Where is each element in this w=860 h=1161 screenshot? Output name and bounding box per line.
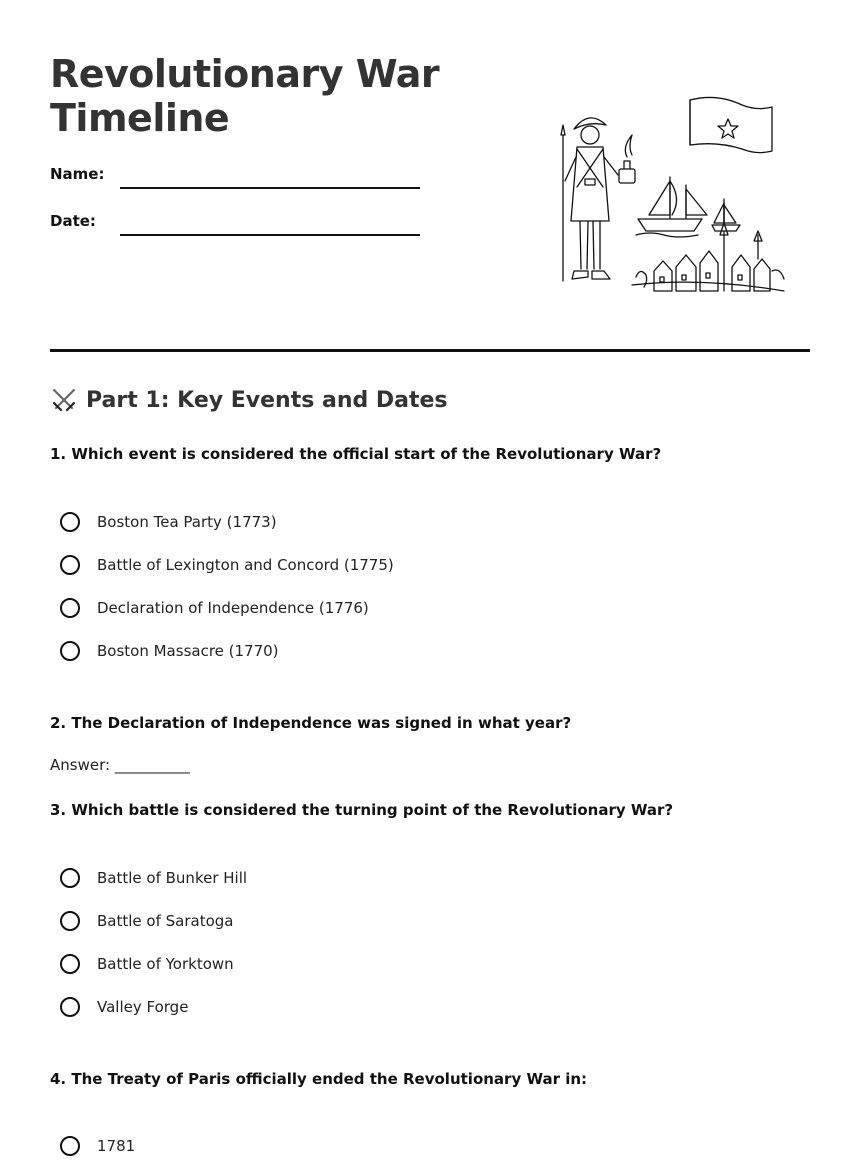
- q3-option-3[interactable]: [60, 954, 234, 974]
- q3-option-4[interactable]: [60, 997, 188, 1017]
- date-field[interactable]: [120, 234, 420, 236]
- q3-option-1[interactable]: [60, 868, 247, 888]
- q1-option-2[interactable]: [60, 555, 394, 575]
- radio-button[interactable]: [60, 598, 80, 618]
- name-label: Name:: [50, 165, 105, 183]
- radio-button[interactable]: [60, 911, 80, 931]
- answer-blank[interactable]: Answer: __________: [50, 756, 190, 774]
- question-2: 2. The Declaration of Independence was signed in what year?: [50, 714, 572, 732]
- radio-button[interactable]: [60, 641, 80, 661]
- option-label: 1781: [97, 1137, 136, 1155]
- option-label: Battle of Bunker Hill: [97, 869, 248, 887]
- radio-button[interactable]: [60, 512, 80, 532]
- flag-icon: [690, 97, 772, 152]
- radio-button[interactable]: [60, 868, 80, 888]
- section-divider: [50, 349, 810, 352]
- option-label: Boston Tea Party (1773): [97, 513, 277, 531]
- title-line-2: Timeline: [50, 96, 230, 140]
- date-label: Date:: [50, 212, 96, 230]
- question-3: 3. Which battle is considered the turning point of the Revolutionary War?: [50, 801, 674, 819]
- radio-button[interactable]: [60, 1136, 80, 1156]
- section-title-text: Part 1: Key Events and Dates: [86, 387, 448, 413]
- ship-icon: [636, 177, 740, 237]
- q1-option-4[interactable]: [60, 641, 279, 661]
- q1-option-1[interactable]: [60, 512, 277, 532]
- q4-option-1[interactable]: [60, 1136, 135, 1156]
- radio-button[interactable]: [60, 954, 80, 974]
- question-4: 4. The Treaty of Paris officially ended the Revolutionary War in:: [50, 1070, 588, 1088]
- crossed-swords-icon: [50, 387, 78, 413]
- worksheet-title: [50, 52, 439, 140]
- section-heading: [50, 387, 448, 413]
- radio-button[interactable]: [60, 997, 80, 1017]
- option-label: Battle of Lexington and Concord (1775): [97, 556, 394, 574]
- q3-option-2[interactable]: [60, 911, 233, 931]
- option-label: Boston Massacre (1770): [97, 642, 279, 660]
- soldier-icon: [561, 118, 635, 281]
- question-1: 1. Which event is considered the official start of the Revolutionary War?: [50, 445, 662, 463]
- option-label: Declaration of Independence (1776): [97, 599, 369, 617]
- option-label: Battle of Yorktown: [97, 955, 234, 973]
- option-label: Valley Forge: [97, 998, 189, 1016]
- name-field[interactable]: [120, 187, 420, 189]
- q1-option-3[interactable]: [60, 598, 369, 618]
- title-line-1: Revolutionary War: [50, 52, 440, 96]
- option-label: Battle of Saratoga: [97, 912, 234, 930]
- revolutionary-war-illustration: [552, 95, 788, 305]
- radio-button[interactable]: [60, 555, 80, 575]
